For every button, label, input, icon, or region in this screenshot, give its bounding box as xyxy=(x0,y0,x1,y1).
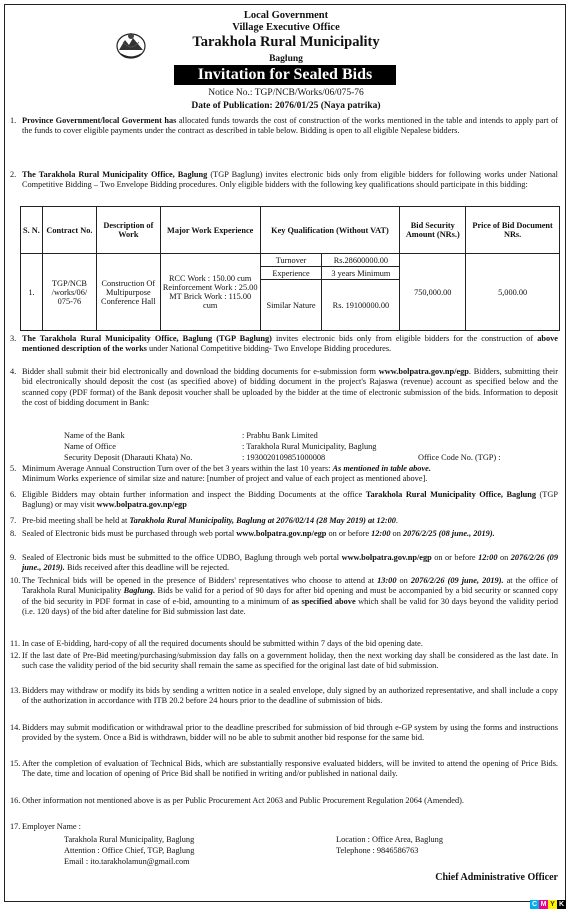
clause-text-2: (TGP Baglung) or may visit xyxy=(22,490,558,510)
clause-number: 16. xyxy=(10,796,21,805)
clause-text-2: Minimum Works experience of similar size and nature: [number of project and value of each project as mentioned above]. xyxy=(22,474,428,484)
clause-3 xyxy=(10,334,558,355)
header-line-1: Local Government xyxy=(243,10,329,21)
clause-text: invites electronic bids only from eligible bidders for the construction of xyxy=(271,334,538,343)
clause-number: 4. xyxy=(10,367,17,376)
opening-date: 2076/2/26 (09 june, 2019). xyxy=(410,576,504,585)
clause-number: 9. xyxy=(10,553,17,562)
header-line-2: Village Executive Office xyxy=(232,22,340,33)
clause-emphasis: As mentioned in table above. xyxy=(332,464,431,473)
deadline-date: 2076/2/26 (09 june., 2019). xyxy=(22,553,558,573)
egp-link[interactable]: www.bolpatra.gov.np/egp xyxy=(341,553,432,562)
table-header-row xyxy=(21,207,560,254)
employer-email[interactable]: Email : ito.tarakholamun@gmail.com xyxy=(64,857,190,866)
cmyk-yellow: Y xyxy=(548,900,557,909)
cell-price: 5,000.00 xyxy=(466,254,560,331)
clause-text: Bidders may withdraw or modify its bids by sending a written notice in a sealed envelope, duly signed by an authorized representative, and shall include a copy of the authorization in accordance with ITB 20.2 before 24 hours prior to the deadline of submission of bids. xyxy=(22,686,558,706)
clause-number: 13. xyxy=(10,686,21,695)
egp-link[interactable]: www.bolpatra.gov.np/egp xyxy=(236,529,327,538)
deposit-value: : 1930020109851000008 xyxy=(242,453,326,462)
office-code: Office Code No. (TGP) : xyxy=(418,453,501,462)
cell-bid-security: 750,000.00 xyxy=(400,254,466,331)
clause-text-3: on xyxy=(390,529,403,538)
employer-location: Location : Office Area, Baglung xyxy=(336,835,443,844)
cell-similar-label: Similar Nature xyxy=(260,280,322,331)
clause-number: 12. xyxy=(10,651,21,660)
header-bid-security: Bid Security Amount (NRs.) xyxy=(400,207,466,254)
clause-number: 14. xyxy=(10,723,21,732)
clause-bold: Province Government/local Goverment has xyxy=(22,116,177,125)
clause-number: 10. xyxy=(10,576,21,585)
clause-4 xyxy=(10,367,558,409)
clause-text-2: on or before xyxy=(326,529,372,538)
clause-number: 8. xyxy=(10,529,17,538)
clause-number: 1. xyxy=(10,116,17,125)
clause-number: 15. xyxy=(10,759,21,768)
clause-text-5: which shall be valid for 30 days beyond the validity period (i.e. 120 days) of the bid after dateline for Bid submission last date. xyxy=(22,596,559,617)
clause-7 xyxy=(10,516,558,526)
clause-14 xyxy=(10,723,558,744)
deadline-time: 12:00 xyxy=(478,553,498,562)
clause-text: Sealed of Electronic bids must be submitted to the office UDBO, Baglung through web portal xyxy=(22,553,342,562)
header-major-work: Major Work Experience xyxy=(160,207,260,254)
municipality-title: Tarakhola Rural Municipality xyxy=(192,34,380,50)
clause-text-4: Bids received after this deadline will be rejected. xyxy=(64,563,230,573)
cmyk-color-bar xyxy=(530,900,566,909)
clause-text-2: under National Competitive bidding- Two Envelope Bidding procedures. xyxy=(146,344,392,354)
cell-major-work: RCC Work : 150.00 cum Reinforcement Work : 25.00 MT Brick Work : 115.00 cum xyxy=(160,254,260,331)
clause-text: Pre-bid meeting shall be held at xyxy=(22,516,130,525)
clause-text: Bidders may submit modification or withdrawal prior to the deadline prescribed for submission of bid through e-GP system by using the forms and instructions provided by the system. Once a Bid is withdrawn, bidder will no be able to submit another bid response for the same bid. xyxy=(22,723,558,743)
table-row xyxy=(21,254,560,267)
cmyk-cyan: C xyxy=(531,901,538,908)
cell-sn: 1. xyxy=(21,254,43,331)
employer-telephone: Telephone : 9846586763 xyxy=(336,846,419,855)
clause-10 xyxy=(10,576,558,618)
clause-2 xyxy=(10,170,558,191)
notice-number: Notice No.: TGP/NCB/Works/06/075-76 xyxy=(208,88,364,98)
bank-name-row xyxy=(64,431,125,440)
clause-number: 6. xyxy=(10,490,17,499)
clause-text: Bidder shall submit their bid electronically and download the bidding documents for e-submission form xyxy=(22,367,379,376)
clause-9 xyxy=(10,553,558,574)
clause-number: 11. xyxy=(10,639,21,648)
office-name-value: : Tarakhola Rural Municipality, Baglung xyxy=(242,442,377,451)
clause-text-2: . Bidders, submitting their bid electronically should deposit the cost (as specified above) of bidding document in the project's Rajaswa (revenue) account as specified below and the scanned copy (PDF format) of the Bank deposit voucher shall be uploaded by the bidder at the time of electronic submission of the bids. Information to deposit the cost of bidding document in Bank: xyxy=(22,367,558,408)
district-name: Baglung xyxy=(269,54,303,64)
clause-text-2: on xyxy=(396,576,411,585)
clause-bold: as specified above xyxy=(291,596,356,606)
clause-number: 17. xyxy=(10,822,21,831)
clause-17 xyxy=(10,822,558,832)
clause-text: Sealed of Electronic bids must be purchased through web portal xyxy=(22,529,237,538)
egp-link[interactable]: www.bolpatra.gov.np/egp xyxy=(96,500,187,510)
cell-similar-value: Rs. 19100000.00 xyxy=(322,280,400,331)
clause-text: In case of E-bidding, hard-copy of all the required documents should be submitted within 7 days of the bid opening date. xyxy=(22,639,423,648)
clause-bold: Tarakhola Rural Municipality Office, Baglung xyxy=(365,490,537,499)
clause-text-3: on xyxy=(497,553,511,562)
office-name-label: Name of Office xyxy=(64,442,116,451)
clause-number: 5. xyxy=(10,464,17,473)
clause-13 xyxy=(10,686,558,707)
deposit-label: Security Deposit (Dharauti Khata) No. xyxy=(64,453,193,462)
employer-attention: Attention : Office Chief, TGP, Baglung xyxy=(64,846,195,855)
header-contract: Contract No. xyxy=(42,207,96,254)
clause-11 xyxy=(10,639,558,649)
clause-text-3: at the office of Tarakhola Rural Municipality xyxy=(22,576,559,596)
clause-text: (TGP Baglung) invites electronic bids only from eligible bidders for following works under National Competitive Bidding – Two Envelope Bidding procedures. Only eligible bidders with the following key qualifications should participate in this bidding: xyxy=(22,170,558,190)
clause-16 xyxy=(10,796,558,806)
clause-bold: The Tarakhola Rural Municipality Office, Baglung xyxy=(22,170,208,179)
clause-text: Minimum Average Annual Construction Turn over of the bet 3 years within the last 10 years: xyxy=(22,464,333,473)
clause-text: allocated funds towards the cost of construction of the works mentioned in the table and intends to apply part of the funds to cover eligible payments under the contract as described in table below. Bidding is open to all eligible Nepalese bidders. xyxy=(22,116,558,136)
header-description: Description of Work xyxy=(96,207,160,254)
publication-date: Date of Publication: 2076/01/25 (Naya patrika) xyxy=(191,101,381,111)
clause-text: After the completion of evaluation of Technical Bids, which are substantially responsive evaluated bidders, will be invited to attend the opening of Price Bids. The date, time and location of opening of Price Bid shall be notified in writing and/or published in national daily. xyxy=(22,759,558,779)
bid-table xyxy=(20,206,560,331)
clause-text: Other information not mentioned above is as per Public Procurement Act 2063 and Public Procurement Regulation 2064 (Amended). xyxy=(22,796,464,805)
header-price: Price of Bid Document NRs. xyxy=(466,207,560,254)
signatory-title: Chief Administrative Officer xyxy=(435,872,558,883)
header-sn: S. N. xyxy=(21,207,43,254)
bank-name-value: : Prabhu Bank Limited xyxy=(242,431,318,440)
cell-description: Construction Of Multipurpose Conference Hall xyxy=(96,254,160,331)
clause-15 xyxy=(10,759,558,780)
clause-number: 7. xyxy=(10,516,17,525)
clause-text: If the last date of Pre-Bid meeting/purchasing/submission day falls on a government holiday, then the next working day shall be considered as the last date. In such case the validity period of the bid security shall remain the same as specified for the original last date of bid submission. xyxy=(22,651,558,671)
clause-6 xyxy=(10,490,558,511)
deadline-time: 12:00 xyxy=(371,529,391,538)
cell-experience-value: 3 years Minimum xyxy=(322,267,400,280)
invitation-banner: Invitation for Sealed Bids xyxy=(174,65,396,85)
cell-experience-label: Experience xyxy=(260,267,322,280)
clause-number: 2. xyxy=(10,170,17,179)
clause-text-2: on or before xyxy=(431,553,479,562)
clause-text: Eligible Bidders may obtain further information and inspect the Bidding Documents at the office xyxy=(22,490,366,499)
clause-1 xyxy=(10,116,558,137)
clause-bold: The Tarakhola Rural Municipality Office, Baglung (TGP Baglung) xyxy=(22,334,272,343)
clause-bold-2: above mentioned description of the works xyxy=(22,334,558,354)
clause-12 xyxy=(10,651,558,672)
clause-emphasis: Tarakhola Rural Municipality, Baglung at 2076/02/14 (28 May 2019) at 12:00 xyxy=(129,516,396,525)
clause-number: 3. xyxy=(10,334,17,343)
bank-name-label: Name of the Bank xyxy=(64,431,125,440)
cell-turnover-label: Turnover xyxy=(260,254,322,267)
egp-link[interactable]: www.bolpatra.gov.np/egp xyxy=(378,367,469,376)
opening-place: Baglung. xyxy=(123,586,156,596)
clause-text-4: Bids be valid for a period of 90 days for after bid opening and must be accompanied by a bid security or scanned copy of the bid security in PDF format in case of e-bid, amounting to a minimum of xyxy=(22,586,558,606)
clause-5 xyxy=(10,464,558,485)
clause-text-2: . xyxy=(395,516,398,525)
cell-turnover-value: Rs.28600000.00 xyxy=(322,254,400,267)
deadline-date: 2076/2/25 (08 june., 2019). xyxy=(402,529,495,538)
header-key-qualification: Key Qualification (Without VAT) xyxy=(260,207,400,254)
clause-8 xyxy=(10,529,558,539)
cmyk-black: K xyxy=(558,901,565,908)
cmyk-magenta: M xyxy=(540,901,547,908)
employer-name: Tarakhola Rural Municipality, Baglung xyxy=(64,835,195,844)
opening-time: 13:00 xyxy=(377,576,397,585)
clause-text: The Technical bids will be opened in the presence of Bidders' representatives who choose to attend at xyxy=(22,576,378,585)
employer-label: Employer Name : xyxy=(22,822,81,831)
cell-contract: TGP/NCB /works/06/ 075-76 xyxy=(42,254,96,331)
